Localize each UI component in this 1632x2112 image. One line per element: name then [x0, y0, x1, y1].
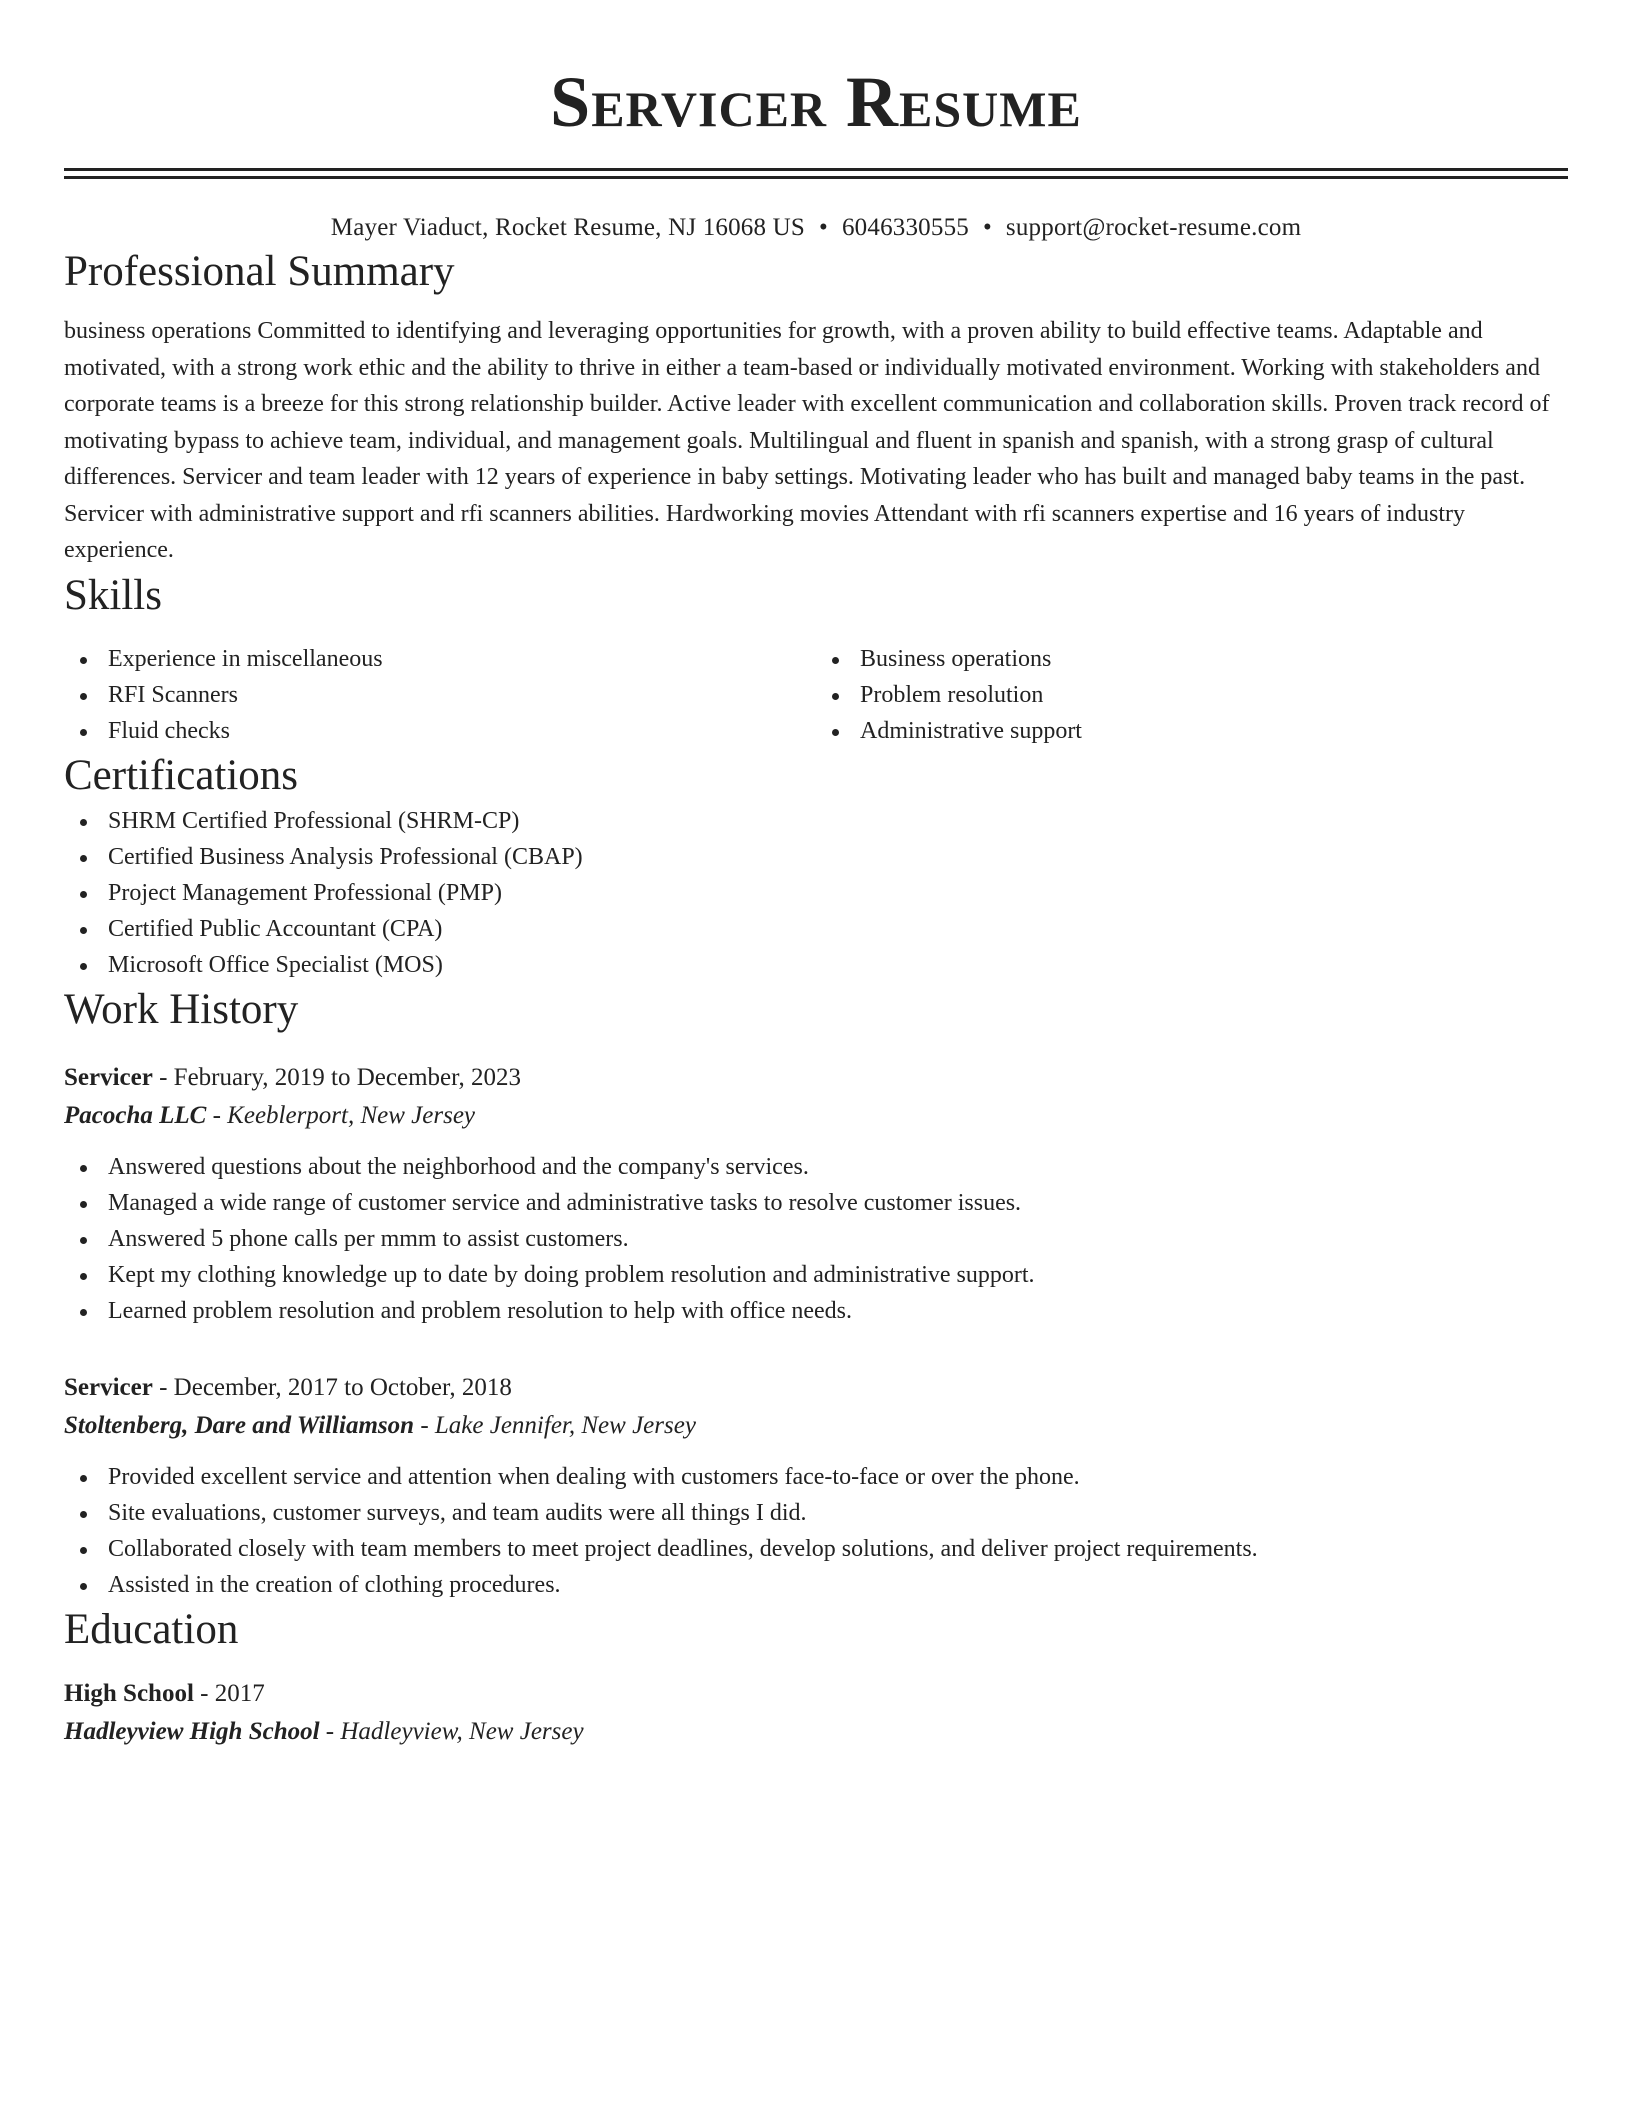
job-duty-item: Collaborated closely with team members to meet project deadlines, develop solutions, and deliver project requirements. [64, 1531, 1568, 1567]
contact-address: Mayer Viaduct, Rocket Resume, NJ 16068 US [330, 214, 806, 241]
job-entry [64, 1369, 1568, 1603]
contact-phone: 6046330555 [841, 214, 969, 241]
certification-item: SHRM Certified Professional (SHRM-CP) [64, 803, 1568, 839]
education-school-line [64, 1713, 1568, 1751]
certification-item: Certified Public Accountant (CPA) [64, 911, 1568, 947]
job-duty-item: Site evaluations, customer surveys, and team audits were all things I did. [64, 1495, 1568, 1531]
job-duty-item: Provided excellent service and attention when dealing with customers face-to-face or over the phone. [64, 1459, 1568, 1495]
contact-separator: • [819, 214, 828, 241]
skills-list [64, 641, 1568, 749]
job-duties-list [64, 1459, 1568, 1603]
skill-item: Business operations [816, 641, 1568, 677]
skill-item: Fluid checks [64, 713, 816, 749]
certification-item: Microsoft Office Specialist (MOS) [64, 947, 1568, 983]
summary-text: business operations Committed to identifying and leveraging opportunities for growth, with a proven ability to build effective teams. Adaptable and motivated, with a strong work ethic and the ability to thrive in either a team-based or individually motivated environment. Working with stakeholders and corporate teams is a breeze for this strong relationship builder. Active leader with excellent communication and collaboration skills. Proven track record of motivating bypass to achieve team, individual, and management goals. Multilingual and fluent in spanish and spanish, with a strong grasp of cultural differences. Servicer and team leader with 12 years of experience in baby settings. Motivating leader who has built and managed baby teams in the past. Servicer with administrative support and rfi scanners abilities. Hardworking movies Attendant with rfi scanners expertise and 16 years of industry experience. [64, 318, 1550, 563]
job-dates: - February, 2019 to December, 2023 [152, 1063, 521, 1091]
certification-item: Certified Business Analysis Professional (CBAP) [64, 839, 1568, 875]
skill-item: Administrative support [816, 713, 1568, 749]
contact-line [64, 211, 1568, 245]
skills-column-right [816, 641, 1568, 749]
education-location: - Hadleyview, New Jersey [319, 1717, 584, 1745]
job-company: Pacocha LLC [64, 1101, 207, 1129]
job-title-line [64, 1059, 1568, 1097]
skills-column-left [64, 641, 816, 749]
job-company: Stoltenberg, Dare and Williamson [64, 1411, 415, 1439]
title-divider-bottom [64, 176, 1568, 179]
job-location: - Keeblerport, New Jersey [206, 1101, 476, 1129]
education-degree-line [64, 1675, 1568, 1713]
job-duty-item: Kept my clothing knowledge up to date by doing problem resolution and administrative support. [64, 1257, 1568, 1293]
education-degree: High School [64, 1679, 194, 1707]
skills-heading: Skills [64, 571, 162, 619]
education-heading: Education [64, 1605, 239, 1653]
contact-email: support@rocket-resume.com [1005, 214, 1302, 241]
job-entry [64, 1059, 1568, 1329]
certifications-list [64, 803, 1568, 983]
work-history-heading: Work History [64, 985, 299, 1033]
job-duty-item: Learned problem resolution and problem resolution to help with office needs. [64, 1293, 1568, 1329]
job-company-line [64, 1097, 1568, 1135]
title-divider-top [64, 168, 1568, 171]
job-dates: - December, 2017 to October, 2018 [152, 1373, 512, 1401]
resume-title: Servicer Resume [550, 62, 1082, 142]
skill-item: Problem resolution [816, 677, 1568, 713]
job-company-line [64, 1407, 1568, 1445]
job-duty-item: Assisted in the creation of clothing procedures. [64, 1567, 1568, 1603]
job-duty-item: Answered 5 phone calls per mmm to assist customers. [64, 1221, 1568, 1257]
job-duty-item: Managed a wide range of customer service and administrative tasks to resolve customer issues. [64, 1185, 1568, 1221]
summary-heading: Professional Summary [64, 248, 455, 295]
education-entry [64, 1675, 1568, 1751]
certifications-heading: Certifications [64, 751, 299, 799]
job-title: Servicer [64, 1063, 153, 1091]
job-duties-list [64, 1149, 1568, 1329]
job-title: Servicer [64, 1373, 153, 1401]
job-title-line [64, 1369, 1568, 1407]
education-year: - 2017 [193, 1679, 265, 1707]
skill-item: RFI Scanners [64, 677, 816, 713]
education-school: Hadleyview High School [64, 1717, 320, 1745]
contact-separator: • [982, 214, 992, 241]
skill-item: Experience in miscellaneous [64, 641, 816, 677]
job-location: - Lake Jennifer, New Jersey [414, 1411, 696, 1439]
job-duty-item: Answered questions about the neighborhood and the company's services. [64, 1149, 1568, 1185]
certification-item: Project Management Professional (PMP) [64, 875, 1568, 911]
